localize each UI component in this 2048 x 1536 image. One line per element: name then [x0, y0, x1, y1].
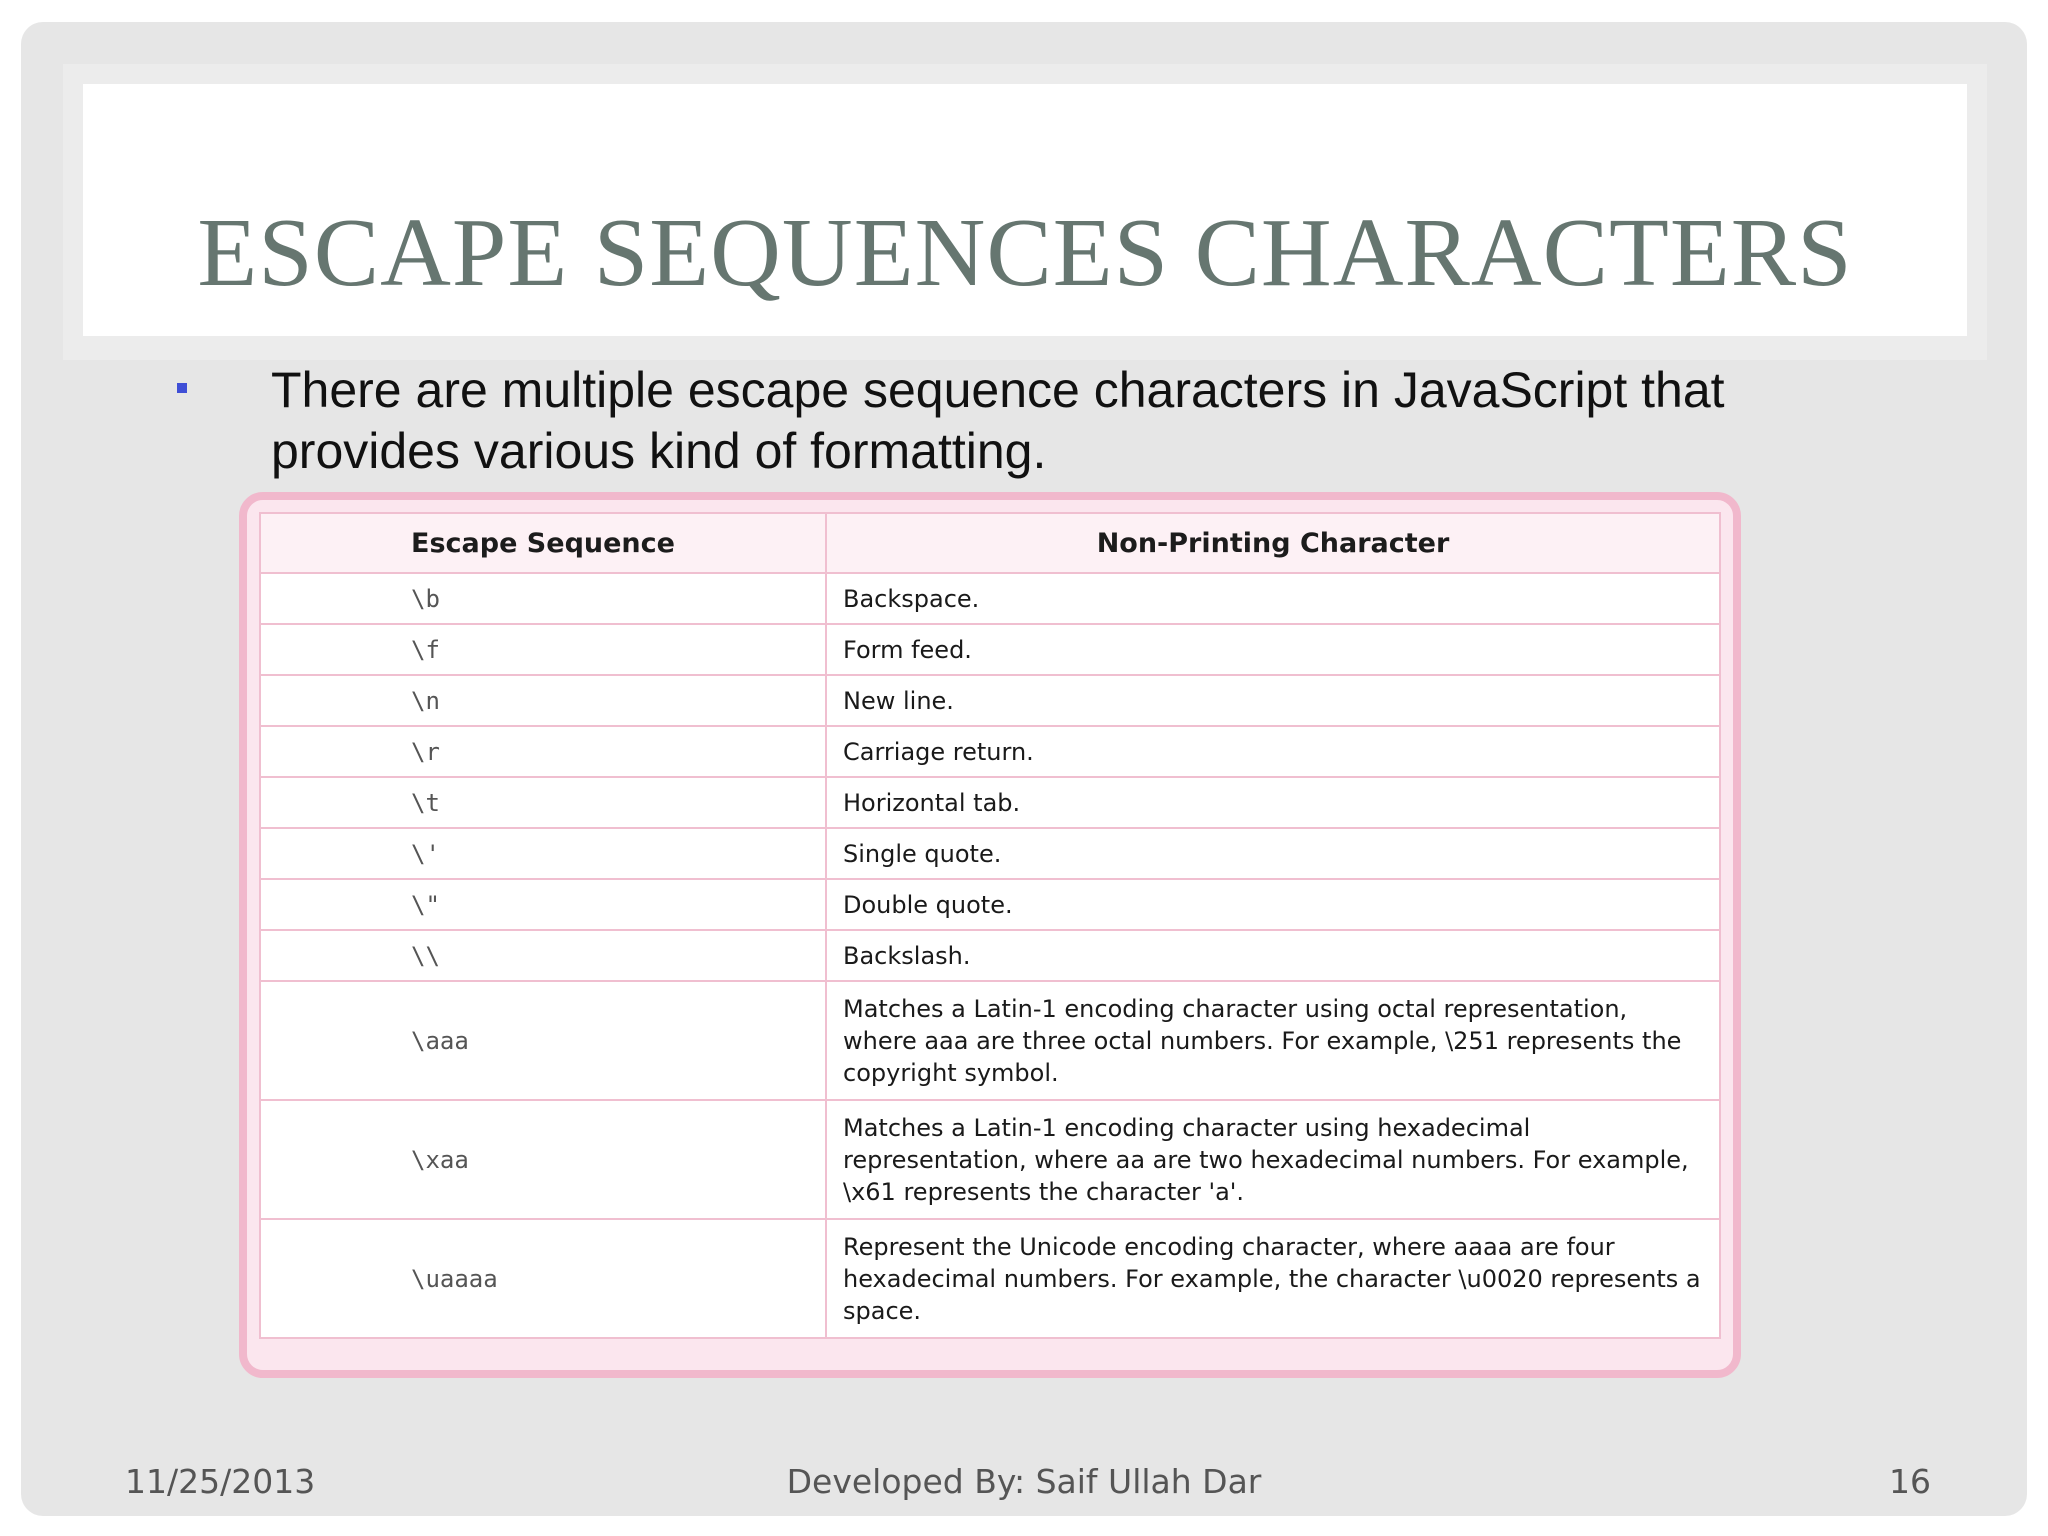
- page-number: 16: [1889, 1462, 1931, 1501]
- bullet-text: There are multiple escape sequence characters in JavaScript that provides various kind of formatting.: [271, 362, 1725, 479]
- table-row: [260, 930, 1720, 981]
- description-cell: Horizontal tab.: [826, 777, 1720, 828]
- header-escape-sequence: Escape Sequence: [260, 513, 826, 573]
- sequence-cell: \\: [260, 930, 826, 981]
- header-non-printing-character: Non-Printing Character: [826, 513, 1720, 573]
- description-cell: Backspace.: [826, 573, 1720, 624]
- table-row: [260, 1100, 1720, 1219]
- sequence-cell: \b: [260, 573, 826, 624]
- description-cell: Matches a Latin-1 encoding character using octal representation, where aaa are three octal numbers. For example, \251 represents the copyright symbol.: [826, 981, 1720, 1100]
- table-header-row: [260, 513, 1720, 573]
- footer-author: Developed By: Saif Ullah Dar: [786, 1462, 1262, 1501]
- sequence-cell: \xaa: [260, 1100, 826, 1219]
- escape-sequence-table: [259, 512, 1721, 1339]
- sequence-cell: \aaa: [260, 981, 826, 1100]
- sequence-cell: \f: [260, 624, 826, 675]
- square-bullet-icon: [177, 383, 187, 393]
- table-row: [260, 624, 1720, 675]
- slide-title: ESCAPE SEQUENCES CHARACTERS: [197, 199, 1853, 307]
- title-band: [63, 64, 1987, 360]
- sequence-cell: \t: [260, 777, 826, 828]
- table-row: [260, 879, 1720, 930]
- description-cell: Double quote.: [826, 879, 1720, 930]
- table-row: [260, 1219, 1720, 1338]
- title-box: [83, 84, 1967, 336]
- description-cell: Form feed.: [826, 624, 1720, 675]
- description-cell: Single quote.: [826, 828, 1720, 879]
- table-row: [260, 777, 1720, 828]
- table-row: [260, 573, 1720, 624]
- sequence-cell: \': [260, 828, 826, 879]
- description-cell: Represent the Unicode encoding character, where aaaa are four hexadecimal numbers. For example, the character \u0020 represents a space.: [826, 1219, 1720, 1338]
- slide: [21, 22, 2027, 1516]
- table-row: [260, 828, 1720, 879]
- description-cell: Carriage return.: [826, 726, 1720, 777]
- table-row: [260, 675, 1720, 726]
- escape-sequence-table-frame: [239, 492, 1741, 1378]
- sequence-cell: \n: [260, 675, 826, 726]
- description-cell: Matches a Latin-1 encoding character using hexadecimal representation, where aa are two hexadecimal numbers. For example, \x61 represents the character 'a'.: [826, 1100, 1720, 1219]
- description-cell: Backslash.: [826, 930, 1720, 981]
- footer-date: 11/25/2013: [125, 1462, 316, 1501]
- sequence-cell: \uaaaa: [260, 1219, 826, 1338]
- table-row: [260, 981, 1720, 1100]
- sequence-cell: \r: [260, 726, 826, 777]
- description-cell: New line.: [826, 675, 1720, 726]
- table-row: [260, 726, 1720, 777]
- sequence-cell: \": [260, 879, 826, 930]
